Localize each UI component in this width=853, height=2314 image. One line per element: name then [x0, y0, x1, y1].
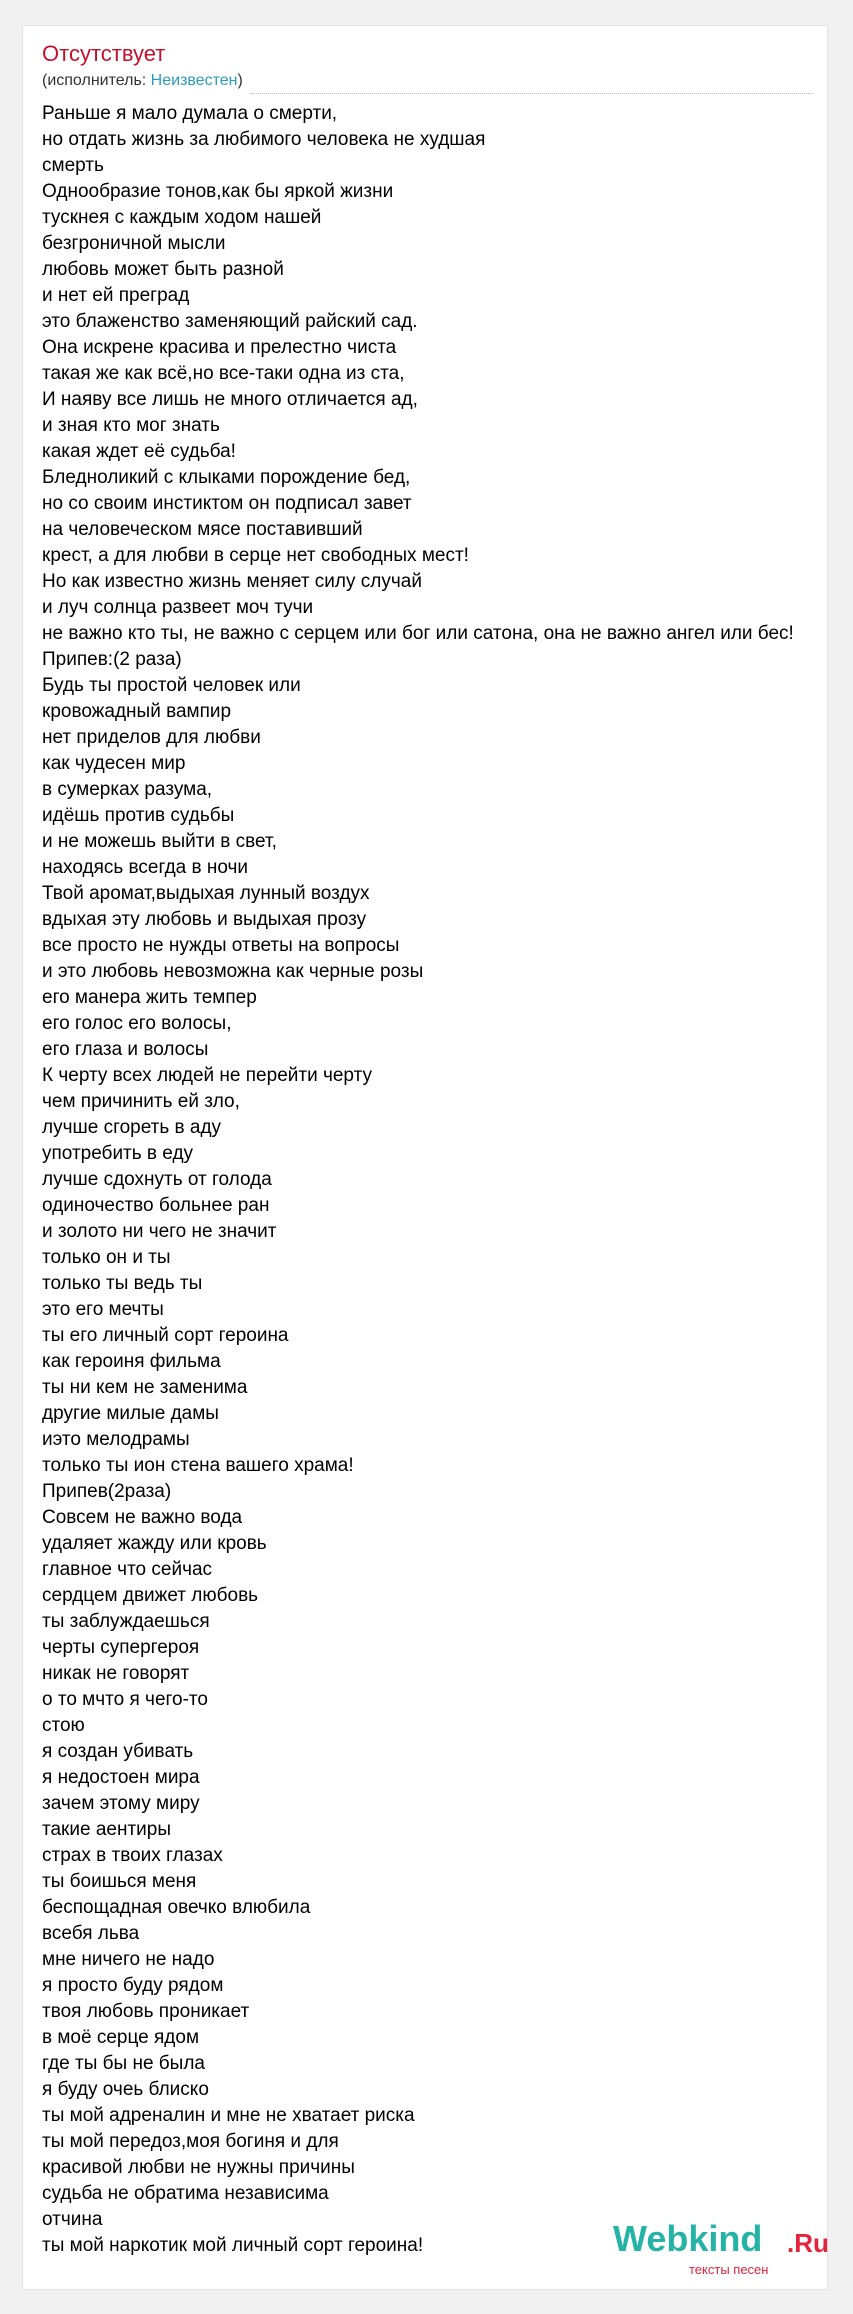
- lyric-line: сердцем движет любовь: [42, 1585, 259, 1606]
- lyric-line: мне ничего не надо: [42, 1949, 215, 1970]
- lyric-line: нет приделов для любви: [42, 727, 261, 748]
- lyrics-card: [22, 25, 828, 2290]
- lyric-line: его голос его волосы,: [42, 1013, 232, 1034]
- lyric-line: только ты ведь ты: [42, 1273, 203, 1294]
- lyric-line: употребить в еду: [42, 1143, 194, 1164]
- lyric-line: но отдать жизнь за любимого человека не худшая: [42, 129, 486, 150]
- lyric-line: ты его личный сорт героина: [42, 1325, 289, 1346]
- lyric-line: Раньше я мало думала о смерти,: [42, 103, 338, 124]
- lyric-line: и золото ни чего не значит: [42, 1221, 277, 1242]
- lyric-line: ты заблуждаешься: [42, 1611, 210, 1632]
- lyric-line: зачем этому миру: [42, 1793, 200, 1814]
- lyric-line: и зная кто мог знать: [42, 415, 220, 436]
- performer-link[interactable]: Неизвестен: [150, 72, 238, 89]
- lyric-line: и нет ей преград: [42, 285, 190, 306]
- logo-wordmark: Webkind: [613, 2218, 763, 2259]
- performer-suffix: ): [237, 72, 243, 89]
- lyric-line: ты мой адреналин и мне не хватает риска: [42, 2105, 415, 2126]
- lyric-line: иэто мелодрамы: [42, 1429, 190, 1450]
- lyric-line: его глаза и волосы: [42, 1039, 209, 1060]
- lyric-line: черты супергероя: [42, 1637, 200, 1658]
- lyric-line: стою: [42, 1715, 85, 1736]
- lyric-line: только он и ты: [42, 1247, 171, 1268]
- lyric-line: это блаженство заменяющий райский сад.: [42, 311, 418, 332]
- lyric-line: в сумерках разума,: [42, 779, 213, 800]
- lyric-line: Но как известно жизнь меняет силу случай: [42, 571, 422, 592]
- lyric-line: страх в твоих глазах: [42, 1845, 223, 1866]
- lyric-line: смерть: [42, 155, 104, 176]
- lyric-line: крест, а для любви в серце нет свободных мест!: [42, 545, 469, 566]
- lyric-line: Припев(2раза): [42, 1481, 172, 1502]
- lyric-line: одиночество больнее ран: [42, 1195, 270, 1216]
- lyric-line: но со своим инстиктом он подписал завет: [42, 493, 412, 514]
- lyric-line: Однообразие тонов,как бы яркой жизни: [42, 181, 394, 202]
- lyric-line: я недостоен мира: [42, 1767, 200, 1788]
- lyric-line: не важно кто ты, не важно с серцем или бог или сатона, она не важно ангел или бес!: [42, 623, 794, 644]
- lyric-line: вдыхая эту любовь и выдыхая прозу: [42, 909, 367, 930]
- lyric-line: я создан убивать: [42, 1741, 194, 1762]
- lyric-line: и не можешь выйти в свет,: [42, 831, 277, 852]
- lyric-line: идёшь против судьбы: [42, 805, 235, 826]
- lyric-line: какая ждет её судьба!: [42, 441, 236, 462]
- lyric-line: как героиня фильма: [42, 1351, 221, 1372]
- lyric-line: такая же как всё,но все-таки одна из ста,: [42, 363, 405, 384]
- lyric-line: кровожадный вампир: [42, 701, 232, 722]
- lyric-line: это его мечты: [42, 1299, 164, 1320]
- lyric-line: я буду очеь блиско: [42, 2079, 209, 2100]
- lyric-line: лучше сгореть в аду: [42, 1117, 222, 1138]
- lyric-line: лучше сдохнуть от голода: [42, 1169, 272, 1190]
- lyric-line: и луч солнца развеет моч тучи: [42, 597, 314, 618]
- lyric-line: главное что сейчас: [42, 1559, 213, 1580]
- lyric-line: только ты ион стена вашего храма!: [42, 1455, 354, 1476]
- lyric-line: Будь ты простой человек или: [42, 675, 301, 696]
- lyric-line: я просто буду рядом: [42, 1975, 224, 1996]
- lyric-line: и это любовь невозможна как черные розы: [42, 961, 424, 982]
- lyric-line: никак не говорят: [42, 1663, 190, 1684]
- lyric-line: находясь всегда в ночи: [42, 857, 249, 878]
- lyric-line: Припев:(2 раза): [42, 649, 182, 670]
- performer-prefix: (исполнитель:: [42, 72, 151, 89]
- lyric-line: безгроничной мысли: [42, 233, 226, 254]
- lyric-line: твоя любовь проникает: [42, 2001, 250, 2022]
- lyric-line: любовь может быть разной: [42, 259, 284, 280]
- lyric-line: как чудесен мир: [42, 753, 186, 774]
- title-divider: [251, 93, 813, 94]
- song-title: Отсутствует: [42, 41, 166, 66]
- lyric-line: ты мой наркотик мой личный сорт героина!: [42, 2235, 424, 2256]
- lyric-line: всебя льва: [42, 1923, 140, 1944]
- lyric-line: ты ни кем не заменима: [42, 1377, 248, 1398]
- lyric-line: судьба не обратима независима: [42, 2183, 329, 2204]
- site-logo[interactable]: [613, 2218, 829, 2288]
- lyric-line: его манера жить темпер: [42, 987, 257, 1008]
- lyric-line: другие милые дамы: [42, 1403, 219, 1424]
- lyric-line: в моё серце ядом: [42, 2027, 200, 2048]
- logo-tld: .Ru: [787, 2228, 829, 2258]
- lyric-line: отчина: [42, 2209, 103, 2230]
- lyric-line: на человеческом мясе поставивший: [42, 519, 363, 540]
- lyric-line: удаляет жажду или кровь: [42, 1533, 267, 1554]
- lyric-line: К черту всех людей не перейти черту: [42, 1065, 372, 1086]
- lyric-line: Совсем не важно вода: [42, 1507, 243, 1528]
- lyric-line: беспощадная овечко влюбила: [42, 1897, 311, 1918]
- lyric-line: о то мчто я чего-то: [42, 1689, 208, 1710]
- lyric-line: Твой аромат,выдыхая лунный воздух: [42, 883, 370, 904]
- lyric-line: где ты бы не была: [42, 2053, 205, 2074]
- lyric-line: Бледноликий с клыками порождение бед,: [42, 467, 411, 488]
- lyric-line: ты мой передоз,моя богиня и для: [42, 2131, 339, 2152]
- lyric-line: И наяву все лишь не много отличается ад,: [42, 389, 418, 410]
- lyric-line: красивой любви не нужны причины: [42, 2157, 355, 2178]
- logo-tagline: тексты песен: [689, 2262, 769, 2277]
- lyric-line: чем причинить ей зло,: [42, 1091, 240, 1112]
- lyric-line: такие аентиры: [42, 1819, 171, 1840]
- lyric-line: тускнея с каждым ходом нашей: [42, 207, 322, 228]
- lyrics-text: [42, 101, 853, 2259]
- performer-line: [42, 72, 243, 90]
- lyric-line: Она искрене красива и прелестно чиста: [42, 337, 397, 358]
- lyric-line: ты боишься меня: [42, 1871, 197, 1892]
- lyric-line: все просто не нужды ответы на вопросы: [42, 935, 400, 956]
